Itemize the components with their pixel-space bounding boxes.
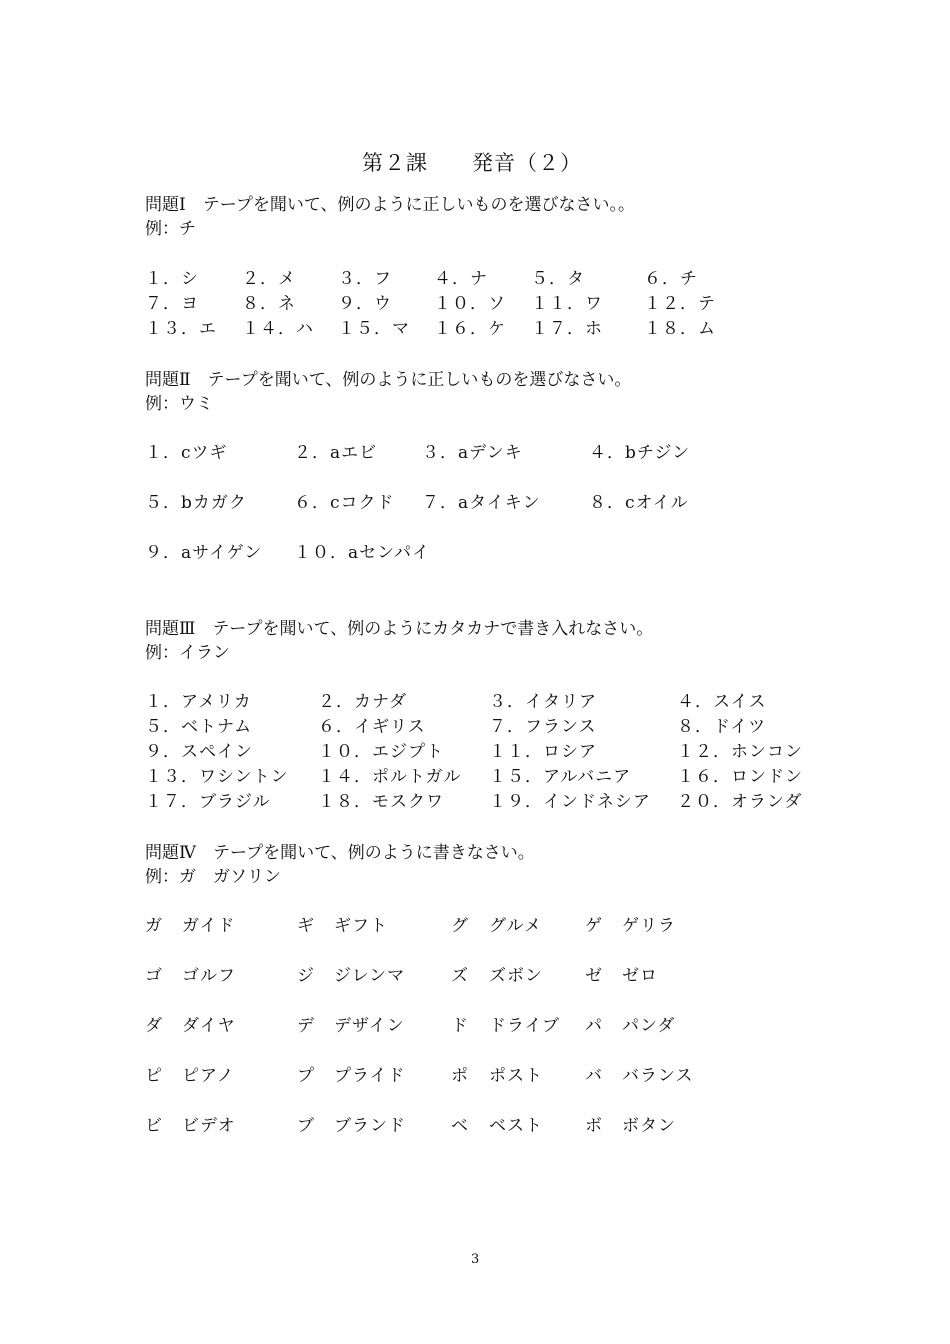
q1-heading: 問題Ⅰ テープを聞いて、例のように正しいものを選びなさい。。: [145, 195, 636, 215]
q2-item: ４．bチジン: [589, 443, 691, 463]
q4-item: グルメ: [489, 916, 542, 936]
q1-item: ８．ネ: [242, 294, 296, 314]
q2-item: ３．aデンキ: [422, 443, 523, 463]
q4-item: ゼ: [585, 966, 603, 986]
q4-item: ビデオ: [182, 1116, 236, 1136]
q4-item: ビ: [145, 1116, 163, 1136]
q3-item: ７．フランス: [489, 717, 597, 737]
q4-item: ブ: [297, 1116, 315, 1136]
q1-item: ４．ナ: [434, 269, 488, 289]
q3-item: １９．インドネシア: [489, 792, 651, 812]
q3-item: １０．エジプト: [318, 742, 444, 762]
q4-item: デザイン: [334, 1016, 405, 1036]
page-number: 3: [471, 1252, 480, 1267]
q4-item: ガ: [145, 916, 163, 936]
q3-item: ２０．オランダ: [677, 792, 803, 812]
q4-item: ピアノ: [182, 1066, 235, 1086]
q1-item: ６．チ: [644, 269, 698, 289]
q3-item: １．アメリカ: [145, 692, 252, 712]
q2-item: ８．cオイル: [589, 493, 689, 513]
q3-item: １８．モスクワ: [318, 792, 444, 812]
q4-item: ド: [451, 1016, 469, 1036]
q4-item: ゲリラ: [622, 916, 676, 936]
q3-item: １５．アルバニア: [489, 767, 632, 787]
q1-item: ７．ヨ: [145, 294, 199, 314]
q4-item: ガイド: [182, 916, 236, 936]
q1-item: １１．ワ: [531, 294, 603, 314]
q3-item: １４．ポルトガル: [318, 767, 462, 787]
q4-item: デ: [297, 1016, 315, 1036]
q3-item: ８．ドイツ: [677, 717, 767, 737]
q3-item: １７．ブラジル: [145, 792, 271, 812]
q2-item: ９．aサイゲン: [145, 543, 263, 563]
page-title: 第２課 発音（２）: [362, 151, 582, 175]
q2-item: １０．aセンパイ: [294, 543, 430, 563]
q3-item: ５．ベトナム: [145, 717, 253, 737]
q3-item: １１．ロシア: [489, 742, 597, 762]
q2-item: ７．aタイキン: [422, 493, 541, 513]
q4-item: ジレンマ: [334, 966, 406, 986]
q3-item: １３．ワシントン: [145, 767, 289, 787]
q4-item: ジ: [297, 966, 315, 986]
q3-heading: 問題Ⅲ テープを聞いて、例のようにカタカナで書き入れなさい。: [145, 619, 654, 639]
q4-item: ドライブ: [489, 1016, 560, 1036]
q2-item: １．cツギ: [145, 443, 228, 463]
q3-item: ２．カナダ: [318, 692, 408, 712]
q2-item: ５．bカガク: [145, 493, 247, 513]
q4-item: パ: [585, 1016, 603, 1036]
q3-item: ９．スペイン: [145, 742, 253, 762]
q3-item: ４．スイス: [677, 692, 767, 712]
q1-item: １４．ハ: [242, 319, 314, 339]
q4-item: ゲ: [585, 916, 603, 936]
q1-example: 例：チ: [145, 219, 196, 239]
q4-item: ギ: [297, 916, 315, 936]
q4-item: ダ: [145, 1016, 163, 1036]
q1-item: １．シ: [145, 269, 199, 289]
q4-item: ピ: [145, 1066, 163, 1086]
q3-item: １６．ロンドン: [677, 767, 803, 787]
q4-item: ポスト: [489, 1066, 543, 1086]
q4-item: プ: [297, 1066, 315, 1086]
q4-item: ボタン: [622, 1116, 676, 1136]
q4-heading: 問題Ⅳ テープを聞いて、例のように書きなさい。: [145, 843, 535, 863]
q4-item: ズボン: [489, 966, 543, 986]
q1-item: １７．ホ: [531, 319, 603, 339]
q1-item: １２．テ: [644, 294, 716, 314]
q1-item: １５．マ: [338, 319, 410, 339]
q1-item: ９．ウ: [338, 294, 392, 314]
q2-example: 例：ウミ: [145, 394, 213, 414]
q1-item: ５．タ: [531, 269, 585, 289]
q3-item: ３．イタリア: [489, 692, 597, 712]
q1-item: ２．メ: [242, 269, 296, 289]
q4-item: グ: [451, 916, 469, 936]
q1-item: １６．ケ: [434, 319, 506, 339]
q2-item: ２．aエビ: [294, 443, 378, 463]
q4-example: 例：ガ ガソリン: [145, 867, 281, 887]
q3-item: １２．ホンコン: [677, 742, 803, 762]
q1-item: ３．フ: [338, 269, 392, 289]
q4-item: ベスト: [489, 1116, 543, 1136]
q1-item: １３．エ: [145, 319, 217, 339]
q4-item: ボ: [585, 1116, 603, 1136]
q4-item: プライド: [334, 1066, 406, 1086]
q4-item: ベ: [451, 1116, 469, 1136]
q4-item: ゴ: [145, 966, 163, 986]
q4-item: バ: [585, 1066, 603, 1086]
q1-item: １８．ム: [644, 319, 716, 339]
q2-heading: 問題Ⅱ テープを聞いて、例のように正しいものを選びなさい。: [145, 370, 632, 390]
q4-item: ダイヤ: [182, 1016, 236, 1036]
q4-item: ゴルフ: [182, 966, 236, 986]
q3-example: 例：イラン: [145, 643, 230, 663]
q4-item: ギフト: [334, 916, 388, 936]
q4-item: ズ: [451, 966, 469, 986]
q4-item: ブランド: [334, 1116, 406, 1136]
q4-item: パンダ: [622, 1016, 676, 1036]
q1-item: １０．ソ: [434, 294, 506, 314]
q4-item: ゼロ: [622, 966, 658, 986]
q4-item: バランス: [622, 1066, 694, 1086]
q4-item: ポ: [451, 1066, 469, 1086]
q3-item: ６．イギリス: [318, 717, 426, 737]
q2-item: ６．cコクド: [294, 493, 395, 513]
